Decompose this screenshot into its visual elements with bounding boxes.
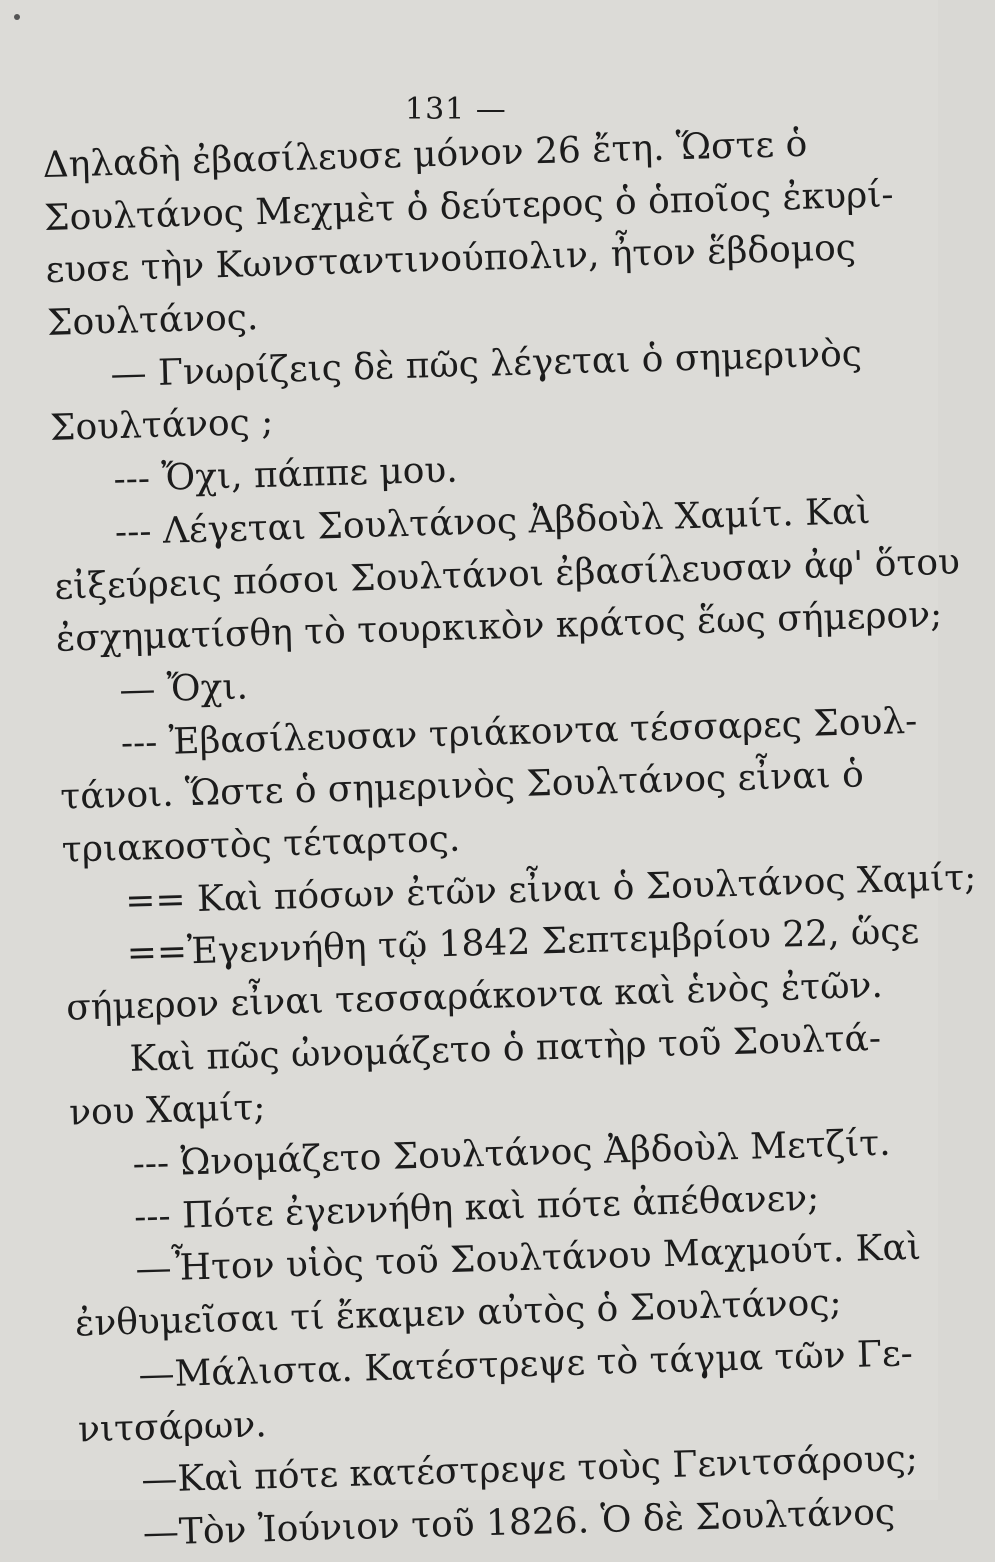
text-line: --- Πότε ἐγεννήθη καὶ πότε ἀπέθανεν; <box>133 1177 820 1238</box>
text-line: νιτσάρων. <box>77 1403 268 1450</box>
text-line: —Ἦτον υἱὸς τοῦ Σουλτάνου Μαχμούτ. Καὶ <box>135 1227 922 1291</box>
text-line: Σουλτάνος ; <box>49 402 274 450</box>
text-line: Καὶ πῶς ὠνομάζετο ὁ πατὴρ τοῦ Σουλτά- <box>129 1017 882 1080</box>
text-line: —Τὸν Ἰούνιον τοῦ 1826. Ὁ δὲ Σουλτάνος <box>142 1491 896 1554</box>
text-line: —Μάλιστα. Κατέστρεψε τὸ τάγμα τῶν Γε- <box>137 1332 914 1396</box>
text-line: Σουλτάνος Μεχμὲτ ὁ δεύτερος ὁ ὁποῖος ἐκυρί- <box>43 173 895 239</box>
text-line: ἐνθυμεῖσαι τί ἔκαμεν αὐτὸς ὁ Σουλτάνος; <box>74 1282 843 1345</box>
text-line: Σουλτάνος. <box>46 297 259 344</box>
text-line: == Καὶ πόσων ἐτῶν εἶναι ὁ Σουλτάνος Χαμίτ; <box>124 856 977 922</box>
text-line: τριακοστὸς τέταρτος. <box>61 818 461 871</box>
text-line: εἰξεύρεις πόσοι Σουλτάνοι ἐβασίλευσαν ἀφ' ὅτου <box>53 541 961 608</box>
text-line: ἐσχηματίσθη τὸ τουρκικὸν κράτος ἕως σήμερον; <box>55 594 943 660</box>
page-number: 131 — <box>405 92 507 127</box>
text-line: —Καὶ πότε κατέστρεψε τοὺς Γενιτσάρους; <box>140 1438 919 1501</box>
ink-speck <box>14 14 20 20</box>
text-line: σήμερον εἶναι τεσσαράκοντα καὶ ἑνὸς ἐτῶν. <box>65 964 884 1029</box>
text-line: Δηλαδὴ ἐβασίλευσε μόνον 26 ἔτη. Ὥστε ὁ <box>42 123 808 186</box>
text-line: τάνοι. Ὥστε ὁ σημερινὸς Σουλτάνος εἶναι ὁ <box>59 754 865 818</box>
body-text <box>42 117 977 1562</box>
text-line: --- Ὠνομάζετο Σουλτάνος Ἀβδοὺλ Μετζίτ. <box>132 1122 892 1185</box>
text-line: --- Ὄχι, πάππε μου. <box>112 449 459 501</box>
text-line: ==Ἐγεννήθη τῷ 1842 Σεπτεμβρίου 22, ὥςε <box>126 911 920 975</box>
text-line: νου Χαμίτ; <box>68 1087 267 1134</box>
text-line: --- Λέγεται Σουλτάνος Ἀβδοὺλ Χαμίτ. Καὶ <box>114 490 871 553</box>
text-line: --- Ἐβασίλευσαν τριάκοντα τέσσαρες Σουλ- <box>120 700 918 764</box>
text-line: — Γνωρίζεις δὲ πῶς λέγεται ὁ σημερινὸς <box>109 332 863 395</box>
text-line: ευσε τὴν Κωνσταντινούπολιν, ἦτον ἕβδομος <box>45 227 857 292</box>
text-line: — Ὄχι. <box>118 666 249 711</box>
